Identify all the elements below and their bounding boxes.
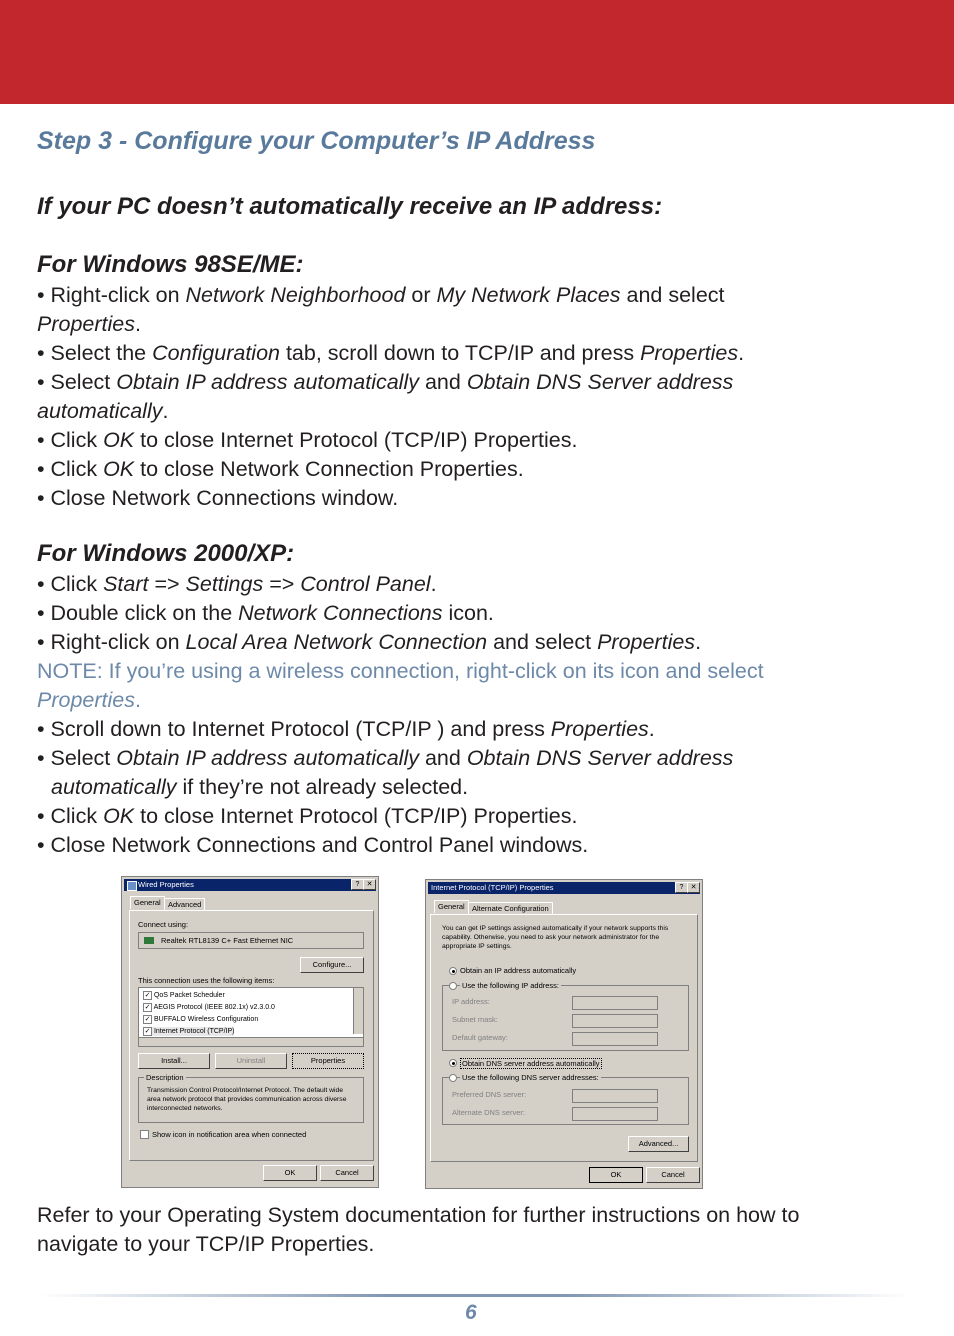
condition-heading: If your PC doesn’t automatically receive an IP address: xyxy=(37,193,663,220)
win98-step-1: • Right-click on Network Neighborhood or My Network Places and select xyxy=(37,283,725,307)
obtain-dns-radio[interactable] xyxy=(449,1059,457,1067)
cancel-button[interactable]: Cancel xyxy=(320,1165,374,1181)
tab-general[interactable]: General xyxy=(130,896,165,909)
network-icon xyxy=(127,881,137,891)
uninstall-button[interactable]: Uninstall xyxy=(215,1053,287,1069)
description-group xyxy=(138,1073,364,1123)
components-list[interactable] xyxy=(138,987,364,1047)
subnet-mask-field[interactable] xyxy=(572,1014,658,1028)
adapter-field xyxy=(138,932,364,949)
checkbox-checked: ✓ xyxy=(144,992,151,999)
list-item: ✓ BUFFALO Wireless Configuration xyxy=(144,1016,259,1023)
adapter-name: Realtek RTL8139 C+ Fast Ethernet NIC xyxy=(161,936,294,945)
help-button[interactable]: ? xyxy=(675,882,688,893)
obtain-ip-radio[interactable] xyxy=(449,967,457,975)
step-title: Step 3 - Configure your Computer’s IP Address xyxy=(37,127,596,155)
tab-alternate-configuration[interactable]: Alternate Configuration xyxy=(468,902,553,915)
alternate-dns-label: Alternate DNS server: xyxy=(452,1108,525,1117)
list-item: ✓ QoS Packet Scheduler xyxy=(144,992,225,999)
win2k-step-6: • Click OK to close Internet Protocol (TCP/IP) Properties. xyxy=(37,804,578,828)
ip-address-field[interactable] xyxy=(572,996,658,1010)
wired-properties-dialog xyxy=(121,876,379,1188)
header-banner xyxy=(0,0,954,104)
list-item-selected: ✓ Internet Protocol (TCP/IP) xyxy=(144,1028,235,1035)
list-item: ✓ AEGIS Protocol (IEEE 802.1x) v2.3.0.0 xyxy=(144,1004,275,1011)
tcpip-title: Internet Protocol (TCP/IP) Properties xyxy=(431,883,554,892)
win2k-step-3: • Right-click on Local Area Network Connection and select Properties. xyxy=(37,630,702,654)
show-icon-label: Show icon in notification area when connected xyxy=(152,1130,307,1139)
help-button[interactable]: ? xyxy=(351,879,364,890)
win98-step-1-cont: Properties. xyxy=(37,312,141,336)
gateway-label: Default gateway: xyxy=(452,1033,508,1042)
checkbox-checked: ✓ xyxy=(144,1016,151,1023)
win98-step-5: • Click OK to close Network Connection Properties. xyxy=(37,457,524,481)
preferred-dns-field[interactable] xyxy=(572,1089,658,1103)
win2k-step-2: • Double click on the Network Connections icon. xyxy=(37,601,494,625)
win98-step-6: • Close Network Connections window. xyxy=(37,486,399,510)
list-hscrollbar[interactable] xyxy=(139,1037,363,1046)
ip-address-label: IP address: xyxy=(452,997,490,1006)
install-button[interactable]: Install... xyxy=(138,1053,210,1069)
items-label: This connection uses the following items: xyxy=(138,976,275,985)
preferred-dns-label: Preferred DNS server: xyxy=(452,1090,527,1099)
refer-note xyxy=(37,1201,917,1259)
ok-button[interactable]: OK xyxy=(263,1165,317,1181)
static-dns-group xyxy=(442,1073,689,1125)
obtain-ip-label: Obtain an IP address automatically xyxy=(460,966,577,975)
tcpip-titlebar xyxy=(428,882,700,894)
tab-advanced[interactable]: Advanced xyxy=(164,898,205,911)
general-panel xyxy=(129,910,374,1161)
footer-divider xyxy=(40,1294,910,1297)
connect-using-label: Connect using: xyxy=(138,920,189,929)
win2k-step-4: • Scroll down to Internet Protocol (TCP/IP ) and press Properties. xyxy=(37,717,655,741)
subnet-mask-label: Subnet mask: xyxy=(452,1015,498,1024)
win2k-note: NOTE: If you’re using a wireless connection, right-click on its icon and select xyxy=(37,659,764,683)
general-panel xyxy=(430,914,698,1162)
close-button[interactable]: ✕ xyxy=(687,882,700,893)
static-ip-group xyxy=(442,981,689,1051)
ok-button[interactable]: OK xyxy=(589,1167,643,1183)
win2k-note-cont: Properties. xyxy=(37,688,141,712)
win2k-steps xyxy=(37,570,764,860)
advanced-button[interactable]: Advanced... xyxy=(628,1136,689,1152)
win2k-heading: For Windows 2000/XP: xyxy=(37,540,295,567)
win98-step-4: • Click OK to close Internet Protocol (TCP/IP) Properties. xyxy=(37,428,578,452)
checkbox-checked: ✓ xyxy=(144,1028,151,1035)
win2k-step-1: • Click Start => Settings => Control Panel. xyxy=(37,572,437,596)
win98-step-2: • Select the Configuration tab, scroll down to TCP/IP and press Properties. xyxy=(37,341,745,365)
tcpip-properties-dialog xyxy=(425,879,703,1189)
description-label: Description xyxy=(146,1073,184,1082)
wired-title: Wired Properties xyxy=(138,880,194,889)
gateway-field[interactable] xyxy=(572,1032,658,1046)
close-button[interactable]: ✕ xyxy=(363,879,376,890)
show-icon-checkbox[interactable] xyxy=(140,1130,149,1139)
use-dns-radio[interactable] xyxy=(449,1074,457,1082)
obtain-dns-label: Obtain DNS server address automatically xyxy=(462,1059,600,1068)
alternate-dns-field[interactable] xyxy=(572,1107,658,1121)
use-ip-label: Use the following IP address: xyxy=(462,981,559,990)
use-ip-radio[interactable] xyxy=(449,982,457,990)
win2k-step-5-cont: automatically if they’re not already selected. xyxy=(51,775,469,799)
wired-titlebar xyxy=(124,879,376,891)
win98-heading: For Windows 98SE/ME: xyxy=(37,251,304,278)
cancel-button[interactable]: Cancel xyxy=(646,1167,700,1183)
refer-line-1: Refer to your Operating System documentation for further instructions on how to xyxy=(37,1203,800,1227)
win2k-step-5: • Select Obtain IP address automatically and Obtain DNS Server address xyxy=(37,746,734,770)
intro-text: You can get IP settings assigned automatically if your network supports this capability. Otherwise, you need to ask your network administrator for the appropriate IP settings. xyxy=(442,925,669,950)
win98-step-3-cont: automatically. xyxy=(37,399,169,423)
use-dns-label: Use the following DNS server addresses: xyxy=(462,1073,599,1082)
description-text: Transmission Control Protocol/Internet Protocol. The default wide area network protocol that provides communication across diverse interconnected networks. xyxy=(147,1087,347,1112)
refer-line-2: navigate to your TCP/IP Properties. xyxy=(37,1232,375,1256)
checkbox-checked: ✓ xyxy=(144,1004,151,1011)
configure-button[interactable]: Configure... xyxy=(300,957,364,973)
list-scrollbar[interactable] xyxy=(353,988,363,1034)
win98-step-3: • Select Obtain IP address automatically and Obtain DNS Server address xyxy=(37,370,734,394)
win98-steps xyxy=(37,281,744,513)
page-number: 6 xyxy=(465,1301,477,1324)
properties-button[interactable]: Properties xyxy=(292,1053,364,1069)
win2k-step-7: • Close Network Connections and Control Panel windows. xyxy=(37,833,589,857)
tab-general[interactable]: General xyxy=(434,900,469,913)
nic-icon xyxy=(144,937,154,944)
